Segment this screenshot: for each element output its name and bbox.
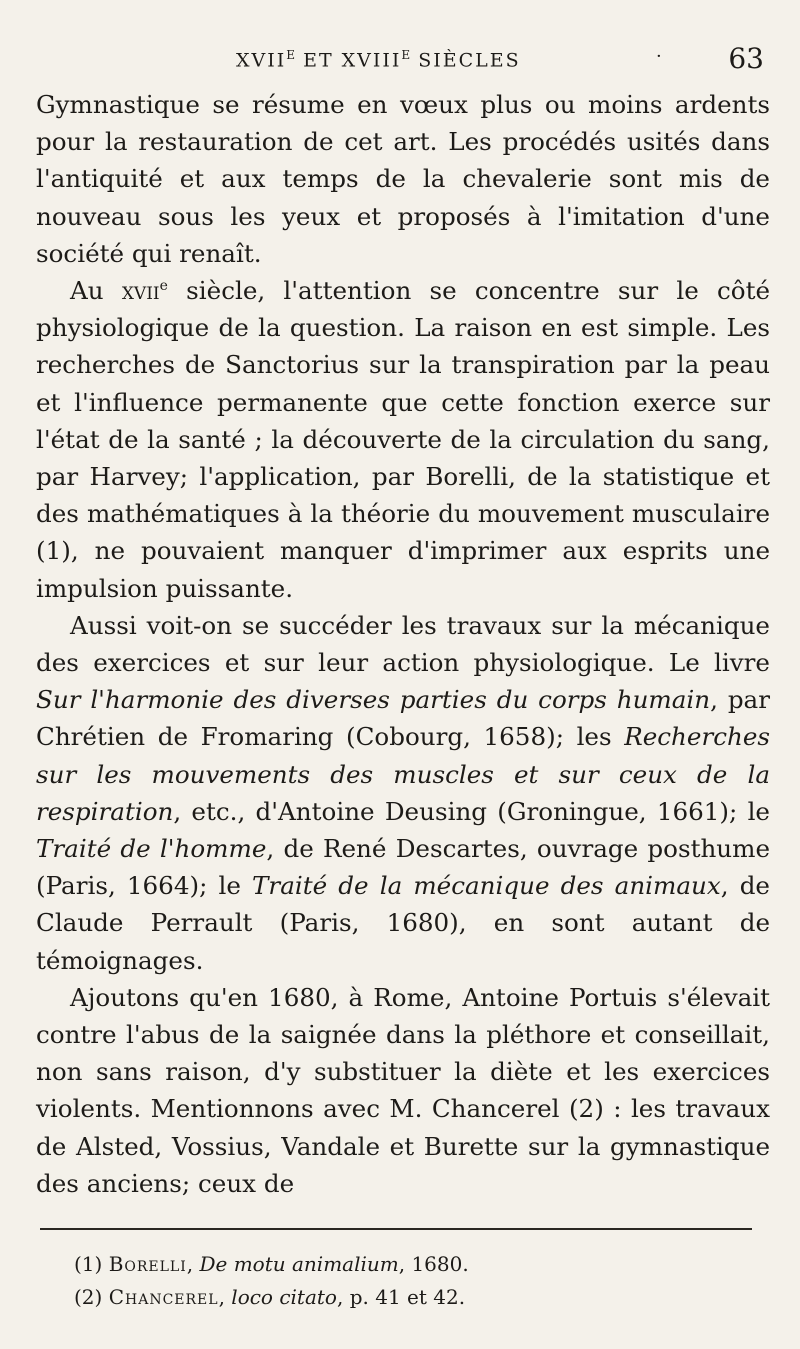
title-superscript: E bbox=[401, 48, 411, 62]
paragraph-4: Ajoutons qu'en 1680, à Rome, Antoine Portuis s'élevait contre l'abus de la saignée dans la pléthore et conseillait, non sans raison, d'y substituer la diète et les exercices violents. Mentionnons avec M. Chancerel (2) : les travaux de Alsted, Vossius, Vandale et Burette sur la gymnastique des anciens; ceux de bbox=[36, 982, 770, 1198]
text-run: , etc., d'Antoine Deusing (Groningue, 1661); le bbox=[173, 796, 770, 826]
book-title: Recherches sur les mouvements des muscles et sur ceux de la respiration bbox=[36, 722, 770, 826]
separator: , bbox=[218, 1285, 232, 1309]
footnote-author: Chancerel bbox=[108, 1285, 219, 1309]
century-superscript: e bbox=[159, 277, 168, 294]
running-title bbox=[236, 48, 521, 71]
footnote-1 bbox=[74, 1248, 754, 1281]
book-title: Traité de l'homme bbox=[36, 834, 267, 864]
footnote-number: (1) bbox=[74, 1252, 103, 1276]
footnote-title: De motu animalium bbox=[199, 1252, 399, 1276]
book-title: Traité de la mécanique des animaux bbox=[252, 871, 721, 901]
text-run: , de Claude Perrault (Paris, 1680), en sont autant de témoignages. bbox=[36, 871, 770, 975]
page-number: 63 bbox=[728, 42, 764, 75]
title-roman-18: ET XVIII bbox=[295, 49, 402, 72]
footnote-number: (2) bbox=[74, 1285, 103, 1309]
text-run: , par Chrétien de Fromaring (Cobourg, 1658); les bbox=[36, 685, 770, 752]
text-run: siècle, l'attention se concentre sur le côté physiologique de la question. La raison en est simple. Les recherches de Sanctorius sur la transpiration par la peau et l'influence permanente que cette fonction exerce sur l'état de la santé ; la découverte de la circulation du sang, par Harvey; l'application, par Borelli, de la statistique et des mathématiques à la théorie du mouvement musculaire (1), ne pouvaient manquer d'imprimer aux esprits une impulsion puissante. bbox=[36, 276, 771, 603]
footnotes bbox=[74, 1248, 754, 1314]
body-text bbox=[36, 86, 770, 1202]
footnote-author: Borelli bbox=[108, 1252, 187, 1276]
book-title: Sur l'harmonie des diverses parties du corps humain bbox=[36, 685, 711, 715]
text-run: Au bbox=[70, 276, 122, 306]
running-header bbox=[36, 42, 770, 82]
paragraph-1: Gymnastique se résume en vœux plus ou moins ardents pour la restauration de cet art. Les procédés usités dans l'antiquité et aux temps de la chevalerie sont mis de nouveau sous les yeux et proposés à l'imitation d'une société qui renaît. bbox=[36, 90, 770, 268]
footnote-rest: , 1680. bbox=[398, 1252, 469, 1276]
century-numeral: xvii bbox=[121, 276, 160, 306]
separator: , bbox=[186, 1252, 200, 1276]
header-dot: · bbox=[656, 46, 662, 67]
title-siecles: SIÈCLES bbox=[410, 49, 521, 72]
text-run: Aussi voit-on se succéder les travaux sur la mécanique des exercices et sur leur action physiologique. Le livre bbox=[36, 610, 770, 678]
footnote-title: loco citato bbox=[231, 1285, 337, 1309]
title-roman-17: XVII bbox=[236, 49, 287, 72]
paragraph-2 bbox=[36, 272, 770, 607]
title-superscript: E bbox=[286, 48, 296, 62]
footnote-divider bbox=[40, 1228, 752, 1230]
footnote-2 bbox=[74, 1281, 754, 1314]
paragraph-3 bbox=[36, 607, 770, 979]
text-run: , de René Descartes, ouvrage posthume (Paris, 1664); le bbox=[36, 834, 771, 901]
footnote-rest: , p. 41 et 42. bbox=[336, 1285, 466, 1309]
